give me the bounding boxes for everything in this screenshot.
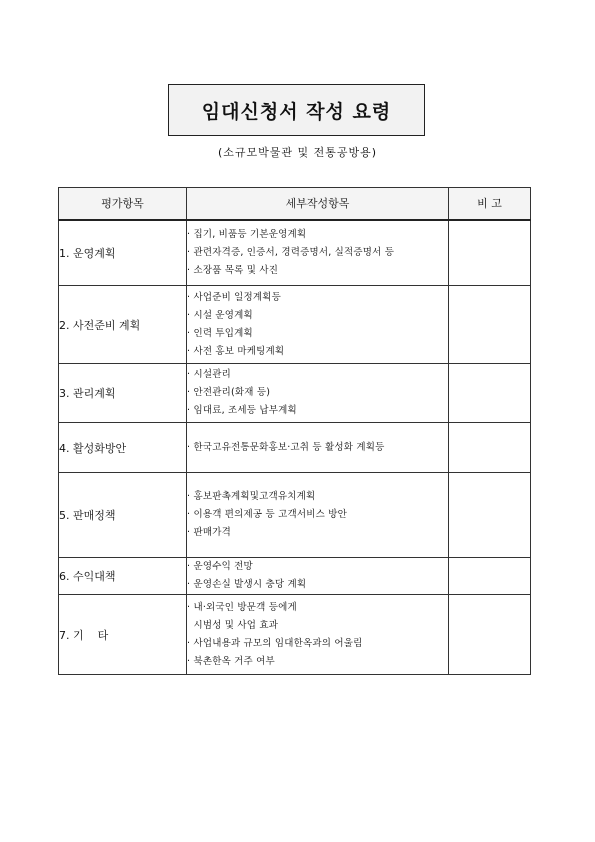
detail-item: · 판매가격	[187, 527, 231, 538]
table-row	[59, 364, 531, 423]
row-note	[449, 423, 531, 473]
row-note	[449, 558, 531, 595]
row-details	[187, 364, 449, 423]
detail-item: · 안전관리(화재 등)	[187, 387, 271, 398]
detail-item: · 한국고유전통문화홍보·고취 등 활성화 계획등	[187, 441, 385, 453]
row-details	[187, 595, 449, 675]
page-subtitle: (소규모박물관 및 전통공방용)	[217, 146, 378, 159]
row-category: 1. 운영계획	[59, 220, 187, 286]
row-category: 7. 기 타	[59, 595, 187, 675]
detail-item: · 임대료, 조세등 납부계획	[187, 405, 297, 416]
detail-item: · 사업준비 일정계획등	[187, 291, 282, 303]
row-details	[187, 558, 449, 595]
table-row	[59, 595, 531, 675]
detail-item: · 사전 홍보 마케팅계획	[187, 345, 285, 357]
row-category: 6. 수익대책	[59, 558, 187, 595]
detail-item: · 사업내용과 규모의 임대한옥과의 어울림	[187, 637, 363, 649]
row-details	[187, 220, 449, 286]
detail-item: · 북촌한옥 거주 여부	[187, 655, 275, 667]
row-category: 3. 관리계획	[59, 364, 187, 423]
row-note	[449, 286, 531, 364]
page-title: 임대신청서 작성 요령	[201, 100, 392, 123]
row-note	[449, 595, 531, 675]
detail-item: · 관련자격증, 인증서, 경력증명서, 실적증명서 등	[187, 246, 395, 258]
table-row	[59, 558, 531, 595]
detail-item: · 시설관리	[187, 369, 231, 380]
header-category: 평가항목	[59, 188, 187, 220]
detail-item: · 운영수익 전망	[187, 561, 253, 572]
row-category: 5. 판매정책	[59, 473, 187, 558]
detail-item: · 시설 운영계획	[187, 309, 253, 321]
row-details	[187, 286, 449, 364]
detail-item: · 이용객 편의제공 등 고객서비스 방안	[187, 509, 347, 520]
table-header-row	[59, 188, 531, 220]
table-row	[59, 473, 531, 558]
detail-item: 시범성 및 사업 효과	[187, 619, 279, 631]
table-row	[59, 220, 531, 286]
header-details: 세부작성항목	[187, 188, 449, 220]
row-category: 2. 사전준비 계획	[59, 286, 187, 364]
row-details	[187, 423, 449, 473]
row-category: 4. 활성화방안	[59, 423, 187, 473]
detail-item: · 내·외국인 방문객 등에게	[187, 601, 297, 613]
row-note	[449, 473, 531, 558]
header-note: 비 고	[449, 188, 531, 220]
detail-item: · 인력 투입계획	[187, 327, 253, 339]
row-note	[449, 364, 531, 423]
detail-item: · 소장품 목록 및 사진	[187, 264, 279, 276]
detail-item: · 집기, 비품등 기본운영계획	[187, 228, 307, 240]
row-details	[187, 473, 449, 558]
row-note	[449, 220, 531, 286]
detail-item: · 운영손실 발생시 충당 계획	[187, 579, 307, 590]
table-row	[59, 423, 531, 473]
table-row	[59, 286, 531, 364]
detail-item: · 홍보판촉계획및고객유치계획	[187, 491, 316, 502]
evaluation-table	[58, 187, 531, 675]
title-box	[168, 84, 425, 136]
